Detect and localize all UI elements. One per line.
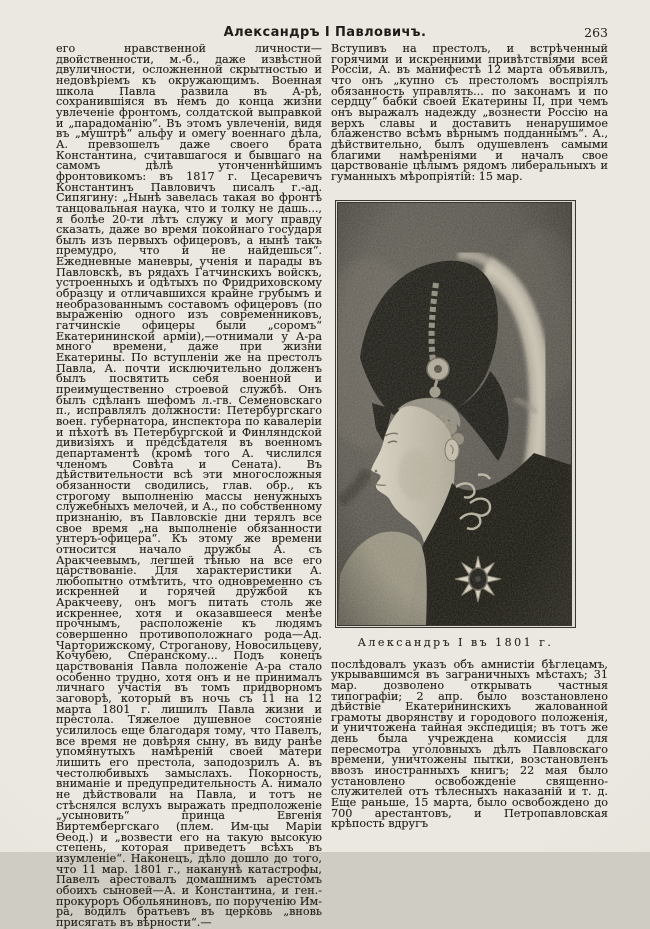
- portrait-frame: [335, 200, 576, 628]
- right-column: [331, 44, 608, 830]
- right-column-text-top: Вступивъ на престолъ, и встрѣченный горячими и искренними привѣтствіями всей Россіи, А. въ манифестѣ 12 марта объявилъ, что онъ „купно съ престоломъ воспріялъ обязанность управлять... по законамъ и по сердцу“ бабки своей Екатерины II, при чемъ онъ выражалъ надежду „вознести Россію на верхъ славы и доставить ненарушимое блаженство всѣмъ вѣрнымъ подданнымъ“. А., дѣйствительно, былъ одушевленъ самыми благими намѣреніями и началъ свое царствованіе цѣлымъ рядомъ либеральныхъ и гуманныхъ мѣропріятій: 15 мар.: [331, 42, 608, 183]
- portrait-image: [337, 202, 572, 626]
- portrait-caption: Александръ I въ 1801 г.: [357, 635, 554, 649]
- portrait-figure: [335, 200, 576, 649]
- left-column-text: его нравственной личности—двойственности, м.-б., даже извѣстной двуличности, осложненной скрытностью и недовѣріемъ къ окружающимъ. Военная школа Павла развила въ А-рѣ, сохранившіяся въ немъ до конца жизни увлеченіе фронтомъ, солдатской выправкой и „парадоманію“. Въ этомъ увлеченіи, видя въ „муштрѣ“ альфу и омегу военнаго дѣла, А. превзошелъ даже своего брата Константина, считавшагося и бывшаго на самомъ дѣлѣ утонченнѣйшимъ фронтовикомъ: въ 1817 г. Цесаревичъ Константинъ Павловичъ писалъ г.-ад. Сипягину: „Нынѣ завелась такая во фронтѣ танцовальная наука, что и толку не дашь..., я болѣе 20-ти лѣтъ служу и могу правду сказать, даже во время покойнаго государя былъ изъ первыхъ офицеровъ, а нынѣ такъ премудро, что и не найдешься“. Ежедневные маневры, ученія и парады въ Павловскѣ, въ рядахъ Гатчинскихъ войскъ, устроенныхъ и одѣтыхъ по Фридриховскому образцу и отличавшихся крайне грубымъ и необразованнымъ составомъ офицеровъ (по выраженію одного изъ современниковъ, гатчинскіе офицеры были „соромъ“ Екатерининской арміи),—отнимали у А-ра много времени, даже при жизни Екатерины. По вступленіи же на престолъ Павла, А. почти исключительно долженъ былъ посвятить себя военной и преимущественно строевой службѣ. Онъ былъ сдѣланъ шефомъ л.-гв. Семеновскаго п., исправлялъ должности: Петербургскаго воен. губернатора, инспектора по кавалеріи и пѣхотѣ въ Петербургской и Финляндской дивизіяхъ и предсѣдателя въ военномъ департаментѣ (кромѣ того А. числился членомъ Совѣта и Сената). Въ дѣйствительности всѣ эти многосложныя обязанности сводились, глав. обр., къ строгому выполненію массы ненужныхъ служебныхъ мелочей, и А., по собственному признанію, въ Павловскіе дни терялъ все свое время „на выполненіе обязанности унтеръ-офицера“. Къ этому же времени относится начало дружбы А. съ Аракчеевымъ, легшей тѣнью на все его царствованіе. Для характеристики А. любопытно отмѣтить, что одновременно съ искренней и горячей дружбой къ Аракчееву, онъ могъ питать столь же искреннее, хотя и оказавшееся менѣе прочнымъ, расположеніе къ людямъ совершенно противоположнаго рода—Ад. Чарторижскому, Строганову, Новосильцеву, Кочубею, Сперанскому... Подъ конецъ царствованія Павла положеніе А-ра стало особенно трудно, хотя онъ и не принималъ личнаго участія въ томъ придворномъ заговорѣ, который въ ночь съ 11 на 12 марта 1801 г. лишилъ Павла жизни и престола. Тяжелое душевное состояніе усилилось еще благодаря тому, что Павелъ, все время не довѣряя сыну, въ виду ранѣе упомянутыхъ намѣреній своей матери лишить его престола, заподозрилъ А. въ честолюбивыхъ замыслахъ. Покорность, вниманіе и предупредительность А. нимало не дѣйствовали на Павла, и тотъ не стѣснялся вслухъ выражать предположеніе „усыновить“ принца Евгенія Виртембергскаго (плем. Им-цы Маріи Ѳеод.) и „возвести его на такую высокую степень, которая приведетъ всѣхъ въ изумленіе“. Наконецъ, дѣло дошло до того, что 11 мар. 1801 г., наканунѣ катастрофы, Павелъ арестовалъ домашнимъ арестомъ обоихъ сыновей—А. и Константина, и ген.-прокуроръ Обольяниновъ, по порученію Им-ра, водилъ братьевъ въ церковь „вновь присягать въ вѣрности“.—: [56, 42, 322, 929]
- right-column-text-bottom: послѣдовалъ указъ объ амнистіи бѣглецамъ, укрывавшимся въ заграничныхъ мѣстахъ; 31 мар. дозволено открывать частныя типографіи; 2 апр. было возстановлено дѣйствіе Екатерининскихъ жалованной грамоты дворянству и городового положенія, и уничтожена тайная экспедиція; въ тотъ же день была учреждена комиссія для пересмотра уголовныхъ дѣлъ Павловскаго времени, уничтожены пытки, возстановленъ ввозъ иностранныхъ книгъ; 22 мая было установлено освобожденіе священно-служителей отъ тѣлесныхъ наказаній и т. д. Еще раньше, 15 марта, было освобождено до 700 арестантовъ, и Петропавловская крѣпость вдругъ: [331, 657, 608, 831]
- page-number: 263: [584, 25, 608, 40]
- running-head: [42, 25, 608, 41]
- left-column: [56, 44, 322, 928]
- film-grain-overlay: [338, 203, 571, 625]
- page-title: Александръ I Павловичъ.: [223, 25, 427, 40]
